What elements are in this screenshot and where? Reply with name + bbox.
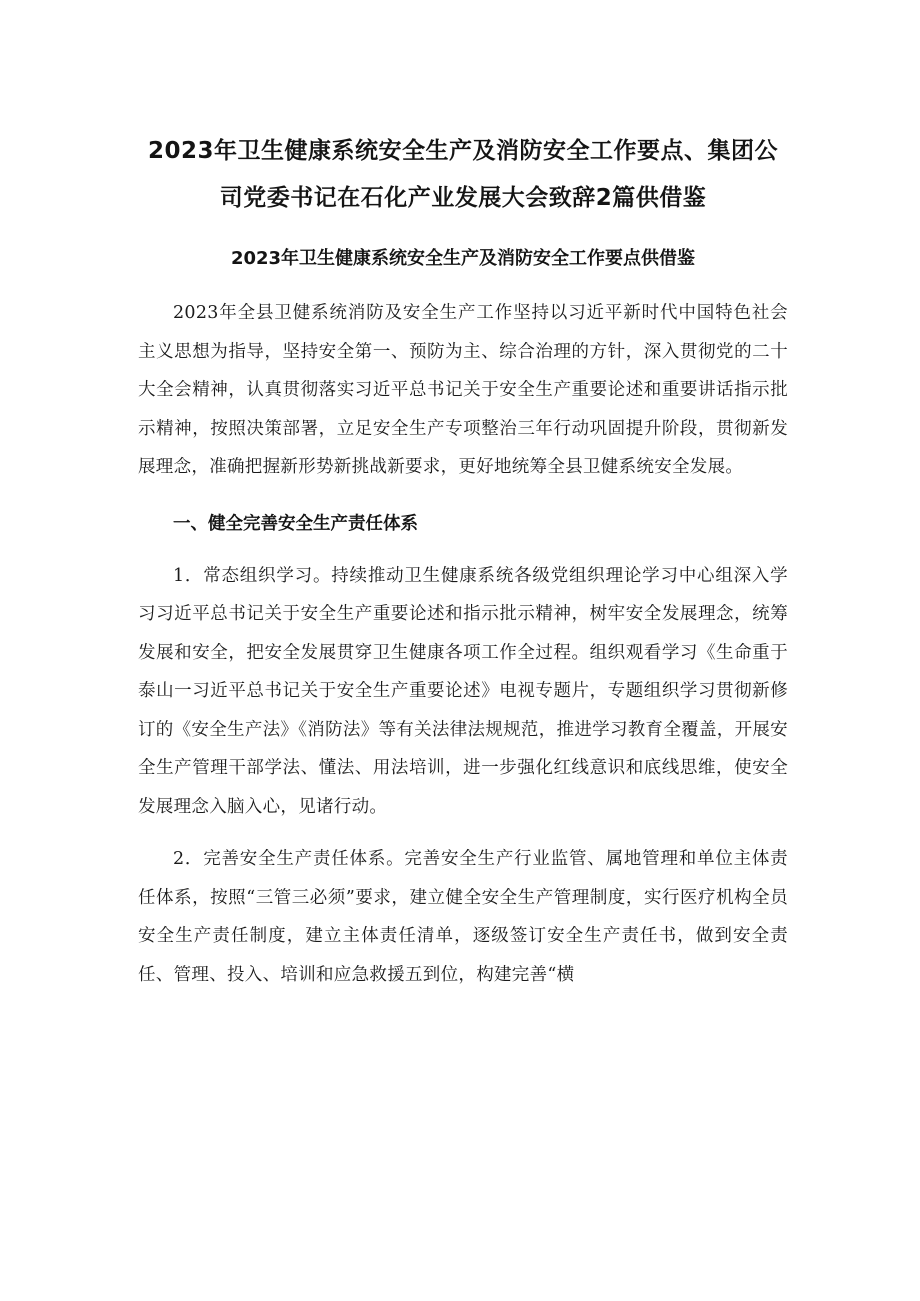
intro-paragraph: 2023年全县卫健系统消防及安全生产工作坚持以习近平新时代中国特色社会主义思想为指导，坚持安全第一、预防为主、综合治理的方针，深入贯彻党的二十大全会精神，认真贯彻落实习近平总书记关于安全生产重要论述和重要讲话指示批示精神，按照决策部署，立足安全生产专项整治三年行动巩固提升阶段，贯彻新发展理念，准确把握新形势新挑战新要求，更好地统筹全县卫健系统安全发展。 — [138, 303, 788, 477]
document-title — [138, 128, 788, 222]
item-paragraph-1: 1．常态组织学习。持续推动卫生健康系统各级党组织理论学习中心组深入学习习近平总书记关于安全生产重要论述和指示批示精神，树牢安全发展理念，统筹发展和安全，把安全发展贯穿卫生健康各项工作全过程。组织观看学习《生命重于泰山一习近平总书记关于安全生产重要论述》电视专题片，专题组织学习贯彻新修订的《安全生产法》《消防法》等有关法律法规规范，推进学习教育全覆盖，开展安全生产管理干部学法、懂法、用法培训，进一步强化红线意识和底线思维，使安全发展理念入脑入心，见诸行动。 — [138, 565, 788, 817]
section-heading-1: 一、健全完善安全生产责任体系 — [173, 513, 418, 534]
document-title-line-1: 2023年卫生健康系统安全生产及消防安全工作要点、集团公 — [147, 138, 778, 164]
article-subtitle: 2023年卫生健康系统安全生产及消防安全工作要点供借鉴 — [230, 248, 696, 269]
document-title-line-2: 司党委书记在石化产业发展大会致辞2篇供借鉴 — [219, 185, 707, 211]
item-paragraph-2: 2．完善安全生产责任体系。完善安全生产行业监管、属地管理和单位主体责任体系，按照“三管三必须”要求，建立健全安全生产管理制度，实行医疗机构全员安全生产责任制度，建立主体责任清单，逐级签订安全生产责任书，做到安全责任、管理、投入、培训和应急救援五到位，构建完善“横 — [138, 849, 788, 985]
